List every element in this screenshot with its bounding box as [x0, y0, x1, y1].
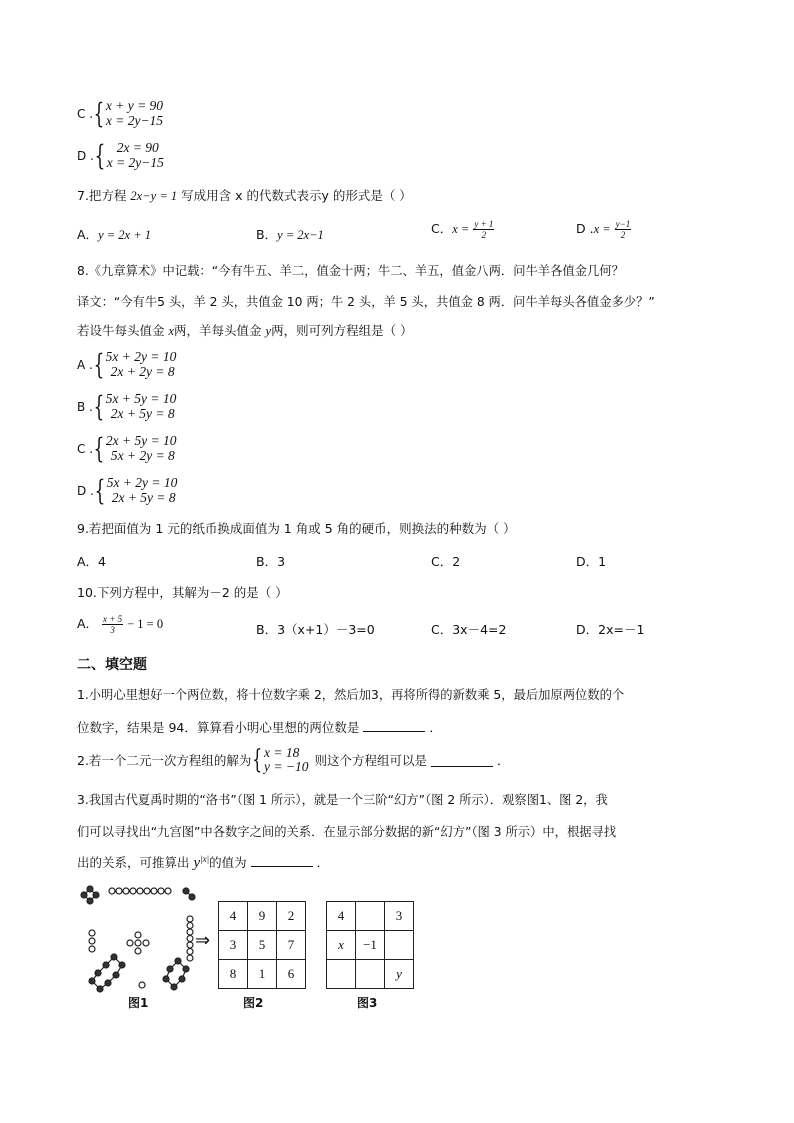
grid-cell: 2: [277, 902, 306, 931]
var-y: y: [193, 855, 201, 871]
fill-q2-text-2: 则这个方程组可以是: [314, 753, 427, 768]
luoshu-dot: [183, 888, 189, 894]
grid-cell: [356, 902, 385, 931]
numerator: y + 1: [474, 219, 494, 229]
answer-blank[interactable]: [431, 754, 493, 767]
equation-line: x = 2y−15: [105, 112, 164, 128]
left-brace-icon: {: [94, 138, 106, 172]
fill-q2-text: 2.若一个二元一次方程组的解为: [77, 753, 252, 768]
luoshu-dot: [137, 888, 143, 894]
q7-stem-text-2: 写成用含 x 的代数式表示y 的形式是（ ）: [177, 188, 412, 203]
grid-cell: y: [385, 960, 414, 989]
left-brace-icon: {: [93, 96, 105, 130]
fraction: [473, 219, 494, 240]
luoshu-dot: [89, 946, 95, 952]
luoshu-dot: [151, 888, 157, 894]
fill-q2-end: ．: [496, 753, 510, 768]
luoshu-dot: [135, 940, 141, 946]
luoshu-dot: [143, 940, 149, 946]
luoshu-dot: [103, 962, 109, 968]
q7-stem: [77, 186, 412, 204]
equation-line: x + y = 90: [105, 98, 164, 113]
luoshu-dot: [97, 986, 103, 992]
arrow-icon: ⇒: [195, 930, 211, 951]
luoshu-dot: [111, 954, 117, 960]
q8-option-d: [77, 473, 178, 507]
option-label: C .: [77, 106, 94, 121]
q8-option-a: [77, 347, 177, 381]
fill-q1-text: 位数字，结果是 94．算算看小明心里想的两位数是: [77, 720, 360, 735]
option-label: D .: [576, 221, 594, 236]
q10-option-c: C．3x－4=2: [431, 622, 507, 637]
q8-option-b: [77, 389, 177, 423]
equation-line: 5x + 2y = 10: [105, 349, 177, 364]
luoshu-dot: [158, 888, 164, 894]
luoshu-dot: [189, 894, 195, 900]
fill-q2: [77, 745, 509, 775]
equation-line: x = 2y−15: [106, 154, 164, 170]
q9-option-a: A．4: [77, 554, 107, 569]
grid-cell: −1: [356, 931, 385, 960]
figure-1-caption: 图1: [128, 996, 149, 1010]
luoshu-dot: [135, 948, 141, 954]
equation-line: 5x + 2y = 10: [106, 475, 178, 490]
figure-2-magic-square: [218, 901, 306, 989]
solution-line: y = −10: [263, 759, 309, 774]
luoshu-dot: [135, 932, 141, 938]
equation-line: 2x + 5y = 8: [111, 489, 176, 505]
grid-cell: 8: [219, 960, 248, 989]
grid-cell: 3: [385, 902, 414, 931]
left-brace-icon: {: [94, 473, 106, 507]
luoshu-dot: [187, 923, 193, 929]
luoshu-dot: [183, 966, 189, 972]
figure-2-caption: 图2: [243, 996, 264, 1010]
option-label: B．: [256, 227, 278, 242]
luoshu-dot: [123, 888, 129, 894]
luoshu-dot: [109, 888, 115, 894]
q10-option-b: B．3（x+1）－3=0: [256, 622, 375, 637]
luoshu-dot: [116, 888, 122, 894]
left-brace-icon: {: [93, 389, 105, 423]
figure-1-luoshu: [78, 885, 203, 1000]
luoshu-dot: [175, 958, 181, 964]
luoshu-dot: [187, 955, 193, 961]
grid-cell: 4: [327, 902, 356, 931]
luoshu-dot: [187, 942, 193, 948]
option-label: A．: [77, 616, 99, 631]
grid-cell: [356, 960, 385, 989]
option-math: − 1 = 0: [127, 617, 164, 631]
luoshu-link: [166, 961, 186, 987]
q8-text: 两，则可列方程组是（ ）: [271, 323, 413, 338]
luoshu-dot: [187, 929, 193, 935]
option-label: D .: [77, 148, 94, 163]
equation-line: 2x + 5y = 8: [110, 405, 175, 421]
grid-cell: 4: [219, 902, 248, 931]
exponent: |x|: [200, 853, 210, 864]
q9-stem: 9.若把面值为 1 元的纸币换成面值为 1 角或 5 角的硬币，则换法的种数为（ ）: [77, 521, 516, 536]
option-math: y = 2x−1: [277, 228, 324, 242]
grid-cell: 5: [248, 931, 277, 960]
luoshu-dot: [163, 976, 169, 982]
q6-option-d: [77, 138, 164, 172]
luoshu-dot: [81, 892, 87, 898]
q10-stem: 10.下列方程中，其解为－2 的是（ ）: [77, 585, 288, 600]
fraction: [102, 614, 123, 635]
luoshu-dot: [130, 888, 136, 894]
fill-q3-line-3: [77, 853, 329, 872]
luoshu-dot: [144, 888, 150, 894]
luoshu-dot: [165, 888, 171, 894]
fill-q3-line-2: 们可以寻找出“九宫图”中各数字之间的关系．在显示部分数据的新“幻方”（图 3 所示）中，根据寻找: [77, 825, 617, 839]
luoshu-dot: [187, 949, 193, 955]
option-math: y = 2x + 1: [98, 228, 152, 242]
equation-line: 2x + 5y = 10: [105, 433, 177, 448]
luoshu-dot: [187, 916, 193, 922]
luoshu-dot: [105, 980, 111, 986]
q8-text: 两，羊每头值金: [174, 323, 266, 338]
denominator: 2: [481, 230, 487, 240]
luoshu-dot: [171, 984, 177, 990]
q9-option-c: C．2: [431, 554, 461, 569]
left-brace-icon: {: [252, 745, 263, 775]
luoshu-dot: [95, 970, 101, 976]
luoshu-dot: [93, 892, 99, 898]
numerator: x + 5: [103, 614, 123, 624]
luoshu-dot: [139, 982, 145, 988]
q9-option-b: B．3: [256, 554, 286, 569]
q8-option-c: [77, 431, 177, 465]
answer-blank[interactable]: [363, 719, 425, 732]
option-label: D .: [77, 483, 94, 498]
denominator: 3: [110, 625, 115, 635]
luoshu-dot: [87, 898, 93, 904]
left-brace-icon: {: [93, 431, 105, 465]
grid-cell: 7: [277, 931, 306, 960]
grid-cell: 3: [219, 931, 248, 960]
q8-line-2: 译文：“今有牛5 头，羊 2 头，共值金 10 两；牛 2 头，羊 5 头，共值金 8 两．问牛羊每头各值金多少？”: [77, 295, 655, 309]
grid-cell: 9: [248, 902, 277, 931]
var-x: x: [168, 324, 175, 338]
luoshu-dot: [119, 962, 125, 968]
equation-line: 5x + 5y = 10: [105, 391, 177, 406]
fill-q3-text: 出的关系，可推算出: [77, 855, 194, 870]
option-label: A．: [77, 227, 99, 242]
option-math: x =: [593, 222, 611, 236]
luoshu-dot: [127, 940, 133, 946]
grid-cell: [385, 931, 414, 960]
q7-option-b: [256, 225, 324, 243]
q7-stem-math: 2x−y = 1: [130, 189, 178, 203]
luoshu-dots: [81, 886, 195, 992]
fill-q3-text-2: 的值为: [209, 855, 247, 870]
luoshu-dot: [89, 978, 95, 984]
luoshu-dot: [167, 966, 173, 972]
grid-cell: 1: [248, 960, 277, 989]
fill-q1-line-1: 1.小明心里想好一个两位数，将十位数字乘 2，然后加3，再将所得的新数乘 5，最后加原两位数的个: [77, 688, 625, 702]
fill-q1-end: ．: [429, 720, 442, 735]
luoshu-dot: [113, 972, 119, 978]
option-label: C．: [431, 221, 453, 236]
left-brace-icon: {: [93, 347, 105, 381]
option-label: A .: [77, 357, 93, 372]
luoshu-dot: [87, 886, 93, 892]
figure-3-caption: 图3: [357, 996, 378, 1010]
q8-line-3: [77, 321, 413, 339]
option-math: x =: [452, 222, 470, 236]
q7-option-c: [431, 219, 494, 240]
q7-option-a: [77, 225, 151, 243]
fraction: [615, 219, 632, 240]
grid-cell: [327, 960, 356, 989]
option-label: C .: [77, 441, 94, 456]
numerator: y−1: [615, 219, 631, 229]
figure-3-magic-square: [326, 901, 414, 989]
q9-option-d: D．1: [576, 554, 607, 569]
denominator: 2: [620, 230, 626, 240]
luoshu-dot: [187, 936, 193, 942]
equation-line: 5x + 2y = 8: [110, 447, 175, 463]
q8-text: 若设牛每头值金: [77, 323, 169, 338]
section-title: 二、填空题: [77, 657, 147, 673]
q7-option-d: [576, 219, 631, 240]
q6-option-c: [77, 96, 164, 130]
fill-q3-end: ．: [316, 855, 330, 870]
fill-q3-line-1: 3.我国古代夏禹时期的“洛书”（图 1 所示），就是一个三阶“幻方”（图 2 所示）．观察图1、图 2，我: [77, 793, 608, 807]
luoshu-dot: [89, 930, 95, 936]
grid-cell: x: [327, 931, 356, 960]
option-label: B .: [77, 399, 93, 414]
luoshu-dot: [179, 976, 185, 982]
equation-line: 2x = 90: [116, 140, 159, 155]
var-y: y: [265, 324, 272, 338]
luoshu-dot: [89, 938, 95, 944]
grid-cell: 6: [277, 960, 306, 989]
q10-option-d: D．2x=－1: [576, 622, 645, 637]
fill-q1-line-2: [77, 718, 442, 736]
answer-blank[interactable]: [251, 854, 313, 867]
q10-option-a: [77, 614, 163, 635]
equation-line: 2x + 2y = 8: [110, 363, 175, 379]
q8-line-1: 8.《九章算术》中记载：“今有牛五、羊二，值金十两；牛二、羊五，值金八两．问牛羊各值金几何？: [77, 264, 624, 278]
solution-line: x = 18: [263, 745, 300, 760]
q7-stem-text: 7.把方程: [77, 188, 131, 203]
